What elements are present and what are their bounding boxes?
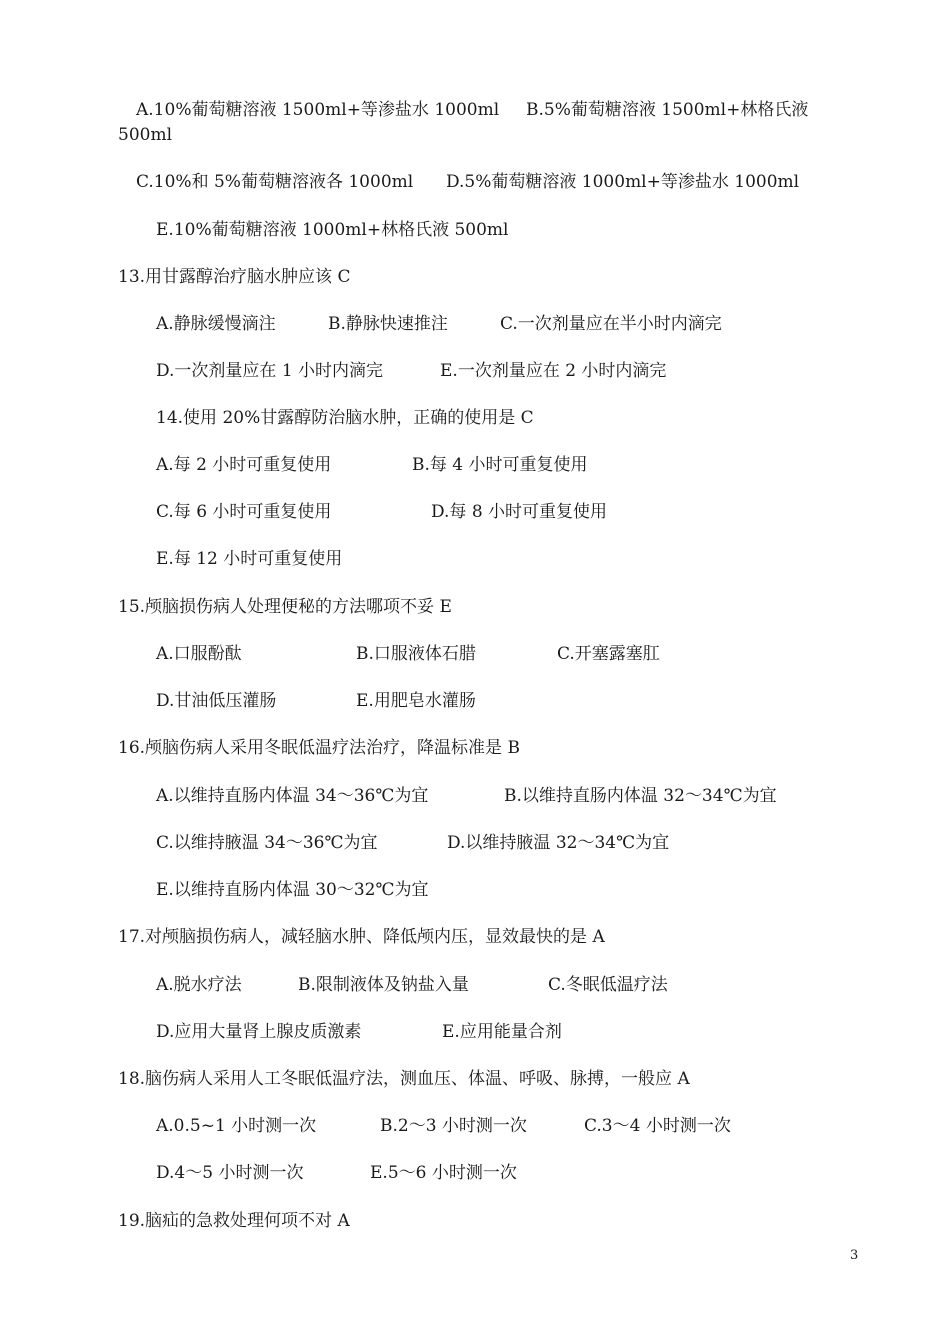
q14-option-e: E.每 12 小时可重复使用 (156, 549, 343, 569)
q18-stem: 18.脑伤病人采用人工冬眠低温疗法，测血压、体温、呼吸、脉搏，一般应 A (118, 1069, 690, 1089)
q14-option-b: B.每 4 小时可重复使用 (412, 455, 588, 475)
q15-option-d: D.甘油低压灌肠 (156, 691, 277, 711)
q13-option-b: B.静脉快速推注 (328, 314, 448, 334)
q18-option-e: E.5～6 小时测一次 (370, 1163, 517, 1183)
q14-option-d: D.每 8 小时可重复使用 (431, 502, 608, 522)
q12-option-a: A.10%葡萄糖溶液 1500ml+等渗盐水 1000ml (136, 100, 500, 120)
q13-option-e: E.一次剂量应在 2 小时内滴完 (440, 361, 667, 381)
q12-option-b-continued: 500ml (118, 125, 173, 145)
q12-option-b: B.5%葡萄糖溶液 1500ml+林格氏液 (526, 100, 809, 120)
q14-stem: 14.使用 20%甘露醇防治脑水肿，正确的使用是 C (156, 408, 534, 428)
q17-option-c: C.冬眠低温疗法 (548, 975, 668, 995)
q17-option-d: D.应用大量肾上腺皮质激素 (156, 1022, 362, 1042)
q13-stem: 13.用甘露醇治疗脑水肿应该 C (118, 267, 351, 287)
q16-option-c: C.以维持腋温 34～36℃为宜 (156, 833, 378, 853)
q16-stem: 16.颅脑伤病人采用冬眠低温疗法治疗，降温标准是 B (118, 738, 520, 758)
q12-option-c: C.10%和 5%葡萄糖溶液各 1000ml (136, 172, 414, 192)
q16-option-e: E.以维持直肠内体温 30～32℃为宜 (156, 880, 429, 900)
q15-option-c: C.开塞露塞肛 (557, 644, 660, 664)
q13-option-a: A.静脉缓慢滴注 (156, 314, 276, 334)
q15-stem: 15.颅脑损伤病人处理便秘的方法哪项不妥 E (118, 597, 452, 617)
q17-option-e: E.应用能量合剂 (442, 1022, 562, 1042)
q19-stem: 19.脑疝的急救处理何项不对 A (118, 1211, 350, 1231)
q14-option-c: C.每 6 小时可重复使用 (156, 502, 332, 522)
q17-option-b: B.限制液体及钠盐入量 (298, 975, 469, 995)
q12-option-e: E.10%葡萄糖溶液 1000ml+林格氏液 500ml (156, 220, 509, 240)
q13-option-d: D.一次剂量应在 1 小时内滴完 (156, 361, 384, 381)
q18-option-b: B.2～3 小时测一次 (380, 1116, 527, 1136)
q18-option-a: A.0.5~1 小时测一次 (156, 1116, 317, 1136)
q12-option-d: D.5%葡萄糖溶液 1000ml+等渗盐水 1000ml (446, 172, 800, 192)
page-number: 3 (850, 1248, 859, 1263)
q17-stem: 17.对颅脑损伤病人，减轻脑水肿、降低颅内压，显效最快的是 A (118, 927, 605, 947)
q18-option-d: D.4～5 小时测一次 (156, 1163, 304, 1183)
q15-option-e: E.用肥皂水灌肠 (356, 691, 476, 711)
q17-option-a: A.脱水疗法 (156, 975, 242, 995)
q13-option-c: C.一次剂量应在半小时内滴完 (500, 314, 722, 334)
q18-option-c: C.3～4 小时测一次 (584, 1116, 731, 1136)
q14-option-a: A.每 2 小时可重复使用 (156, 455, 332, 475)
q15-option-b: B.口服液体石腊 (356, 644, 476, 664)
q16-option-b: B.以维持直肠内体温 32～34℃为宜 (504, 786, 777, 806)
q15-option-a: A.口服酚酞 (156, 644, 242, 664)
q16-option-a: A.以维持直肠内体温 34～36℃为宜 (156, 786, 429, 806)
q16-option-d: D.以维持腋温 32～34℃为宜 (447, 833, 670, 853)
